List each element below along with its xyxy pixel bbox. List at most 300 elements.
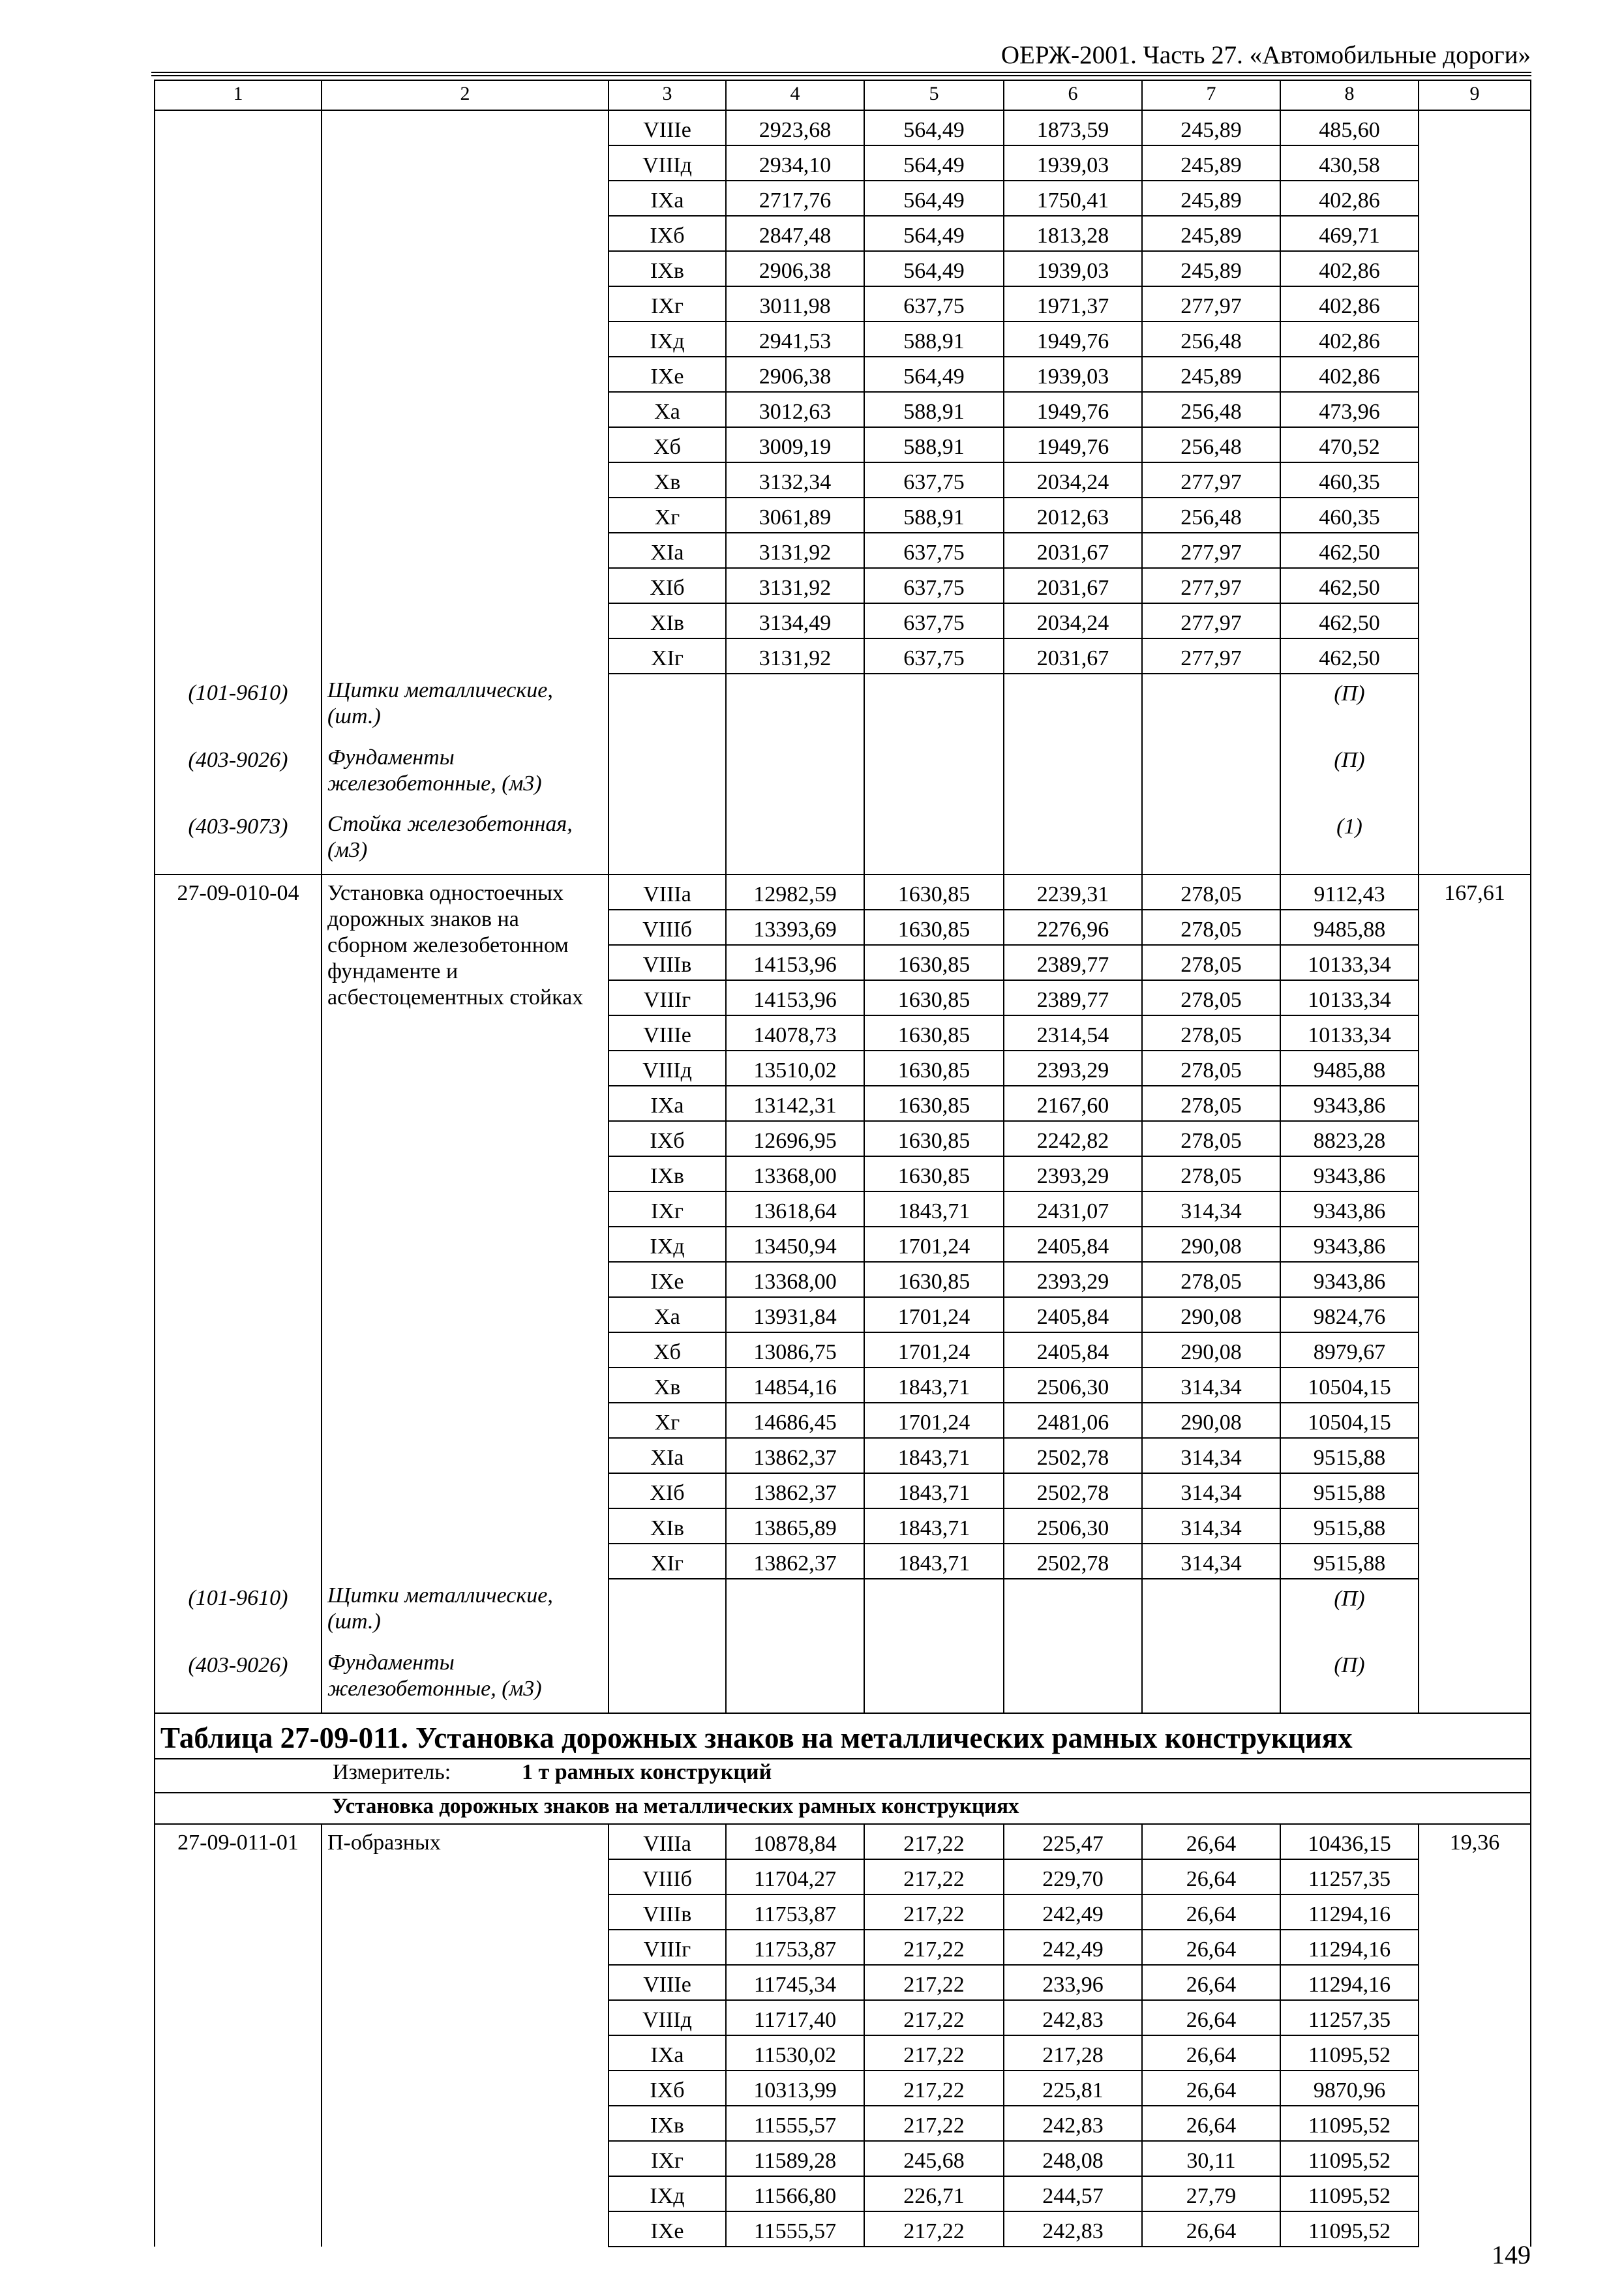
zone-cell [609, 1121, 726, 1156]
value-cell-text: 1939,03 [1036, 365, 1109, 389]
zone-cell-text: VIIIв [642, 953, 692, 977]
zone-cell [609, 322, 726, 357]
value-cell [726, 427, 864, 462]
value-cell-text: 277,97 [1180, 646, 1242, 670]
value-cell [1142, 181, 1280, 216]
value-cell-text: 278,05 [1180, 1094, 1242, 1118]
value-cell [1280, 1015, 1419, 1051]
value-cell-text: 8823,28 [1313, 1129, 1386, 1153]
value-cell-text: 13618,64 [753, 1199, 837, 1223]
value-cell [726, 568, 864, 603]
resource-row [155, 741, 1531, 807]
value-cell-text: 11566,80 [753, 2184, 837, 2208]
resource-code: (403-9026) [155, 1646, 322, 1713]
value-cell [1280, 462, 1419, 498]
zone-cell-text: VIIIд [642, 1058, 692, 1083]
value-cell-text: 1630,85 [897, 1023, 970, 1047]
value-cell [864, 2000, 1004, 2035]
value-cell [726, 1297, 864, 1332]
value-cell [1004, 533, 1142, 568]
value-cell-text: 277,97 [1180, 294, 1242, 318]
value-cell-text: 13865,89 [753, 1516, 837, 1540]
value-cell [1142, 286, 1280, 322]
zone-cell [609, 1965, 726, 2000]
value-cell [726, 1859, 864, 1894]
value-cell-text: 226,71 [903, 2184, 965, 2208]
value-cell [1280, 638, 1419, 674]
value-cell-text: 217,22 [903, 2078, 965, 2102]
rate-description [322, 110, 609, 674]
value-cell [726, 462, 864, 498]
value-cell-text: 2167,60 [1036, 1094, 1109, 1118]
value-cell-text: 14686,45 [753, 1411, 837, 1435]
value-cell [1004, 1297, 1142, 1332]
value-cell-text: 217,22 [903, 1973, 965, 1997]
value-cell [1280, 1544, 1419, 1579]
value-cell-text: 1949,76 [1036, 400, 1109, 424]
zone-cell-text: IXг [651, 1199, 684, 1223]
value-cell [1004, 1403, 1142, 1438]
value-cell-text: 256,48 [1180, 435, 1242, 459]
value-cell [864, 1438, 1004, 1473]
value-cell-text: 11589,28 [753, 2149, 837, 2173]
value-cell [864, 427, 1004, 462]
value-cell [1004, 1121, 1142, 1156]
zone-cell-text: VIIIд [642, 2008, 692, 2032]
empty-cell [609, 741, 726, 807]
value-cell-text: 2034,24 [1036, 470, 1109, 494]
zone-cell [609, 1824, 726, 1859]
value-cell-text: 1843,71 [897, 1199, 970, 1223]
value-cell [864, 1368, 1004, 1403]
zone-cell [609, 1191, 726, 1227]
value-cell-text: 314,34 [1180, 1375, 1242, 1399]
zone-cell-text: VIIIд [642, 153, 692, 177]
rate-code: 27-09-011-01 [155, 1824, 322, 2247]
value-cell [1280, 216, 1419, 251]
value-cell [1004, 462, 1142, 498]
zone-cell-text: VIIIг [643, 988, 691, 1012]
value-cell-text: 245,89 [1180, 188, 1242, 213]
value-cell [864, 2211, 1004, 2247]
value-cell-text: 10436,15 [1308, 1832, 1391, 1856]
zone-cell-text: XIг [651, 646, 684, 670]
value-cell-text: 637,75 [903, 611, 965, 635]
value-cell-text: 14153,96 [753, 953, 837, 977]
zone-cell [609, 910, 726, 945]
value-cell-text: 278,05 [1180, 1164, 1242, 1188]
value-cell-text: 11294,16 [1308, 1902, 1391, 1926]
value-cell-text: 2314,54 [1036, 1023, 1109, 1047]
value-cell [864, 2106, 1004, 2141]
value-cell-text: 290,08 [1180, 1340, 1242, 1364]
zone-cell [609, 1368, 726, 1403]
value-cell [864, 1508, 1004, 1544]
value-cell-text: 242,83 [1042, 2219, 1104, 2243]
value-cell-text: 2481,06 [1036, 1411, 1109, 1435]
value-cell [1280, 1051, 1419, 1086]
value-cell [726, 1473, 864, 1508]
zone-cell [609, 603, 726, 638]
value-cell [864, 1544, 1004, 1579]
value-cell-text: 564,49 [903, 188, 965, 213]
value-cell-text: 229,70 [1042, 1867, 1104, 1891]
value-cell [726, 2176, 864, 2211]
zone-cell [609, 1930, 726, 1965]
column-number: 2 [322, 80, 609, 110]
value-cell [1004, 1015, 1142, 1051]
value-cell-text: 2239,31 [1036, 882, 1109, 906]
empty-cell [726, 1579, 864, 1646]
value-cell [1280, 2035, 1419, 2071]
value-cell [1142, 638, 1280, 674]
value-cell [1280, 1824, 1419, 1859]
value-cell [1142, 392, 1280, 427]
zone-cell [609, 1544, 726, 1579]
value-cell-text: 11257,35 [1308, 2008, 1391, 2032]
value-cell [864, 1086, 1004, 1121]
value-cell [1280, 1086, 1419, 1121]
value-cell-text: 1971,37 [1036, 294, 1109, 318]
value-cell [726, 2071, 864, 2106]
value-cell [864, 638, 1004, 674]
value-cell [1142, 2211, 1280, 2247]
value-cell-text: 217,22 [903, 1867, 965, 1891]
zone-cell-text: XIа [650, 541, 684, 565]
value-cell-text: 564,49 [903, 365, 965, 389]
value-cell-text: 3011,98 [759, 294, 831, 318]
value-cell [1142, 145, 1280, 181]
value-cell-text: 2389,77 [1036, 988, 1109, 1012]
value-cell [864, 945, 1004, 980]
value-cell [1142, 980, 1280, 1015]
empty-cell [1142, 741, 1280, 807]
value-cell [726, 1368, 864, 1403]
value-cell-text: 1701,24 [897, 1234, 970, 1259]
value-cell-text: 11095,52 [1308, 2043, 1391, 2067]
value-cell-text: 10133,34 [1308, 1023, 1391, 1047]
value-cell [864, 2141, 1004, 2176]
value-cell-text: 10504,15 [1308, 1411, 1391, 1435]
value-cell-text: 233,96 [1042, 1973, 1104, 1997]
zone-cell-text: VIIIб [642, 1867, 692, 1891]
meter-label: Измеритель: [333, 1760, 451, 1784]
value-cell-text: 11095,52 [1308, 2114, 1391, 2138]
value-cell [1280, 251, 1419, 286]
value-cell [1142, 1051, 1280, 1086]
value-cell [864, 1859, 1004, 1894]
value-cell [1004, 110, 1142, 145]
value-cell-text: 278,05 [1180, 953, 1242, 977]
value-cell-text: 637,75 [903, 470, 965, 494]
value-cell [1142, 1156, 1280, 1191]
value-cell [1142, 2106, 1280, 2141]
value-cell [726, 603, 864, 638]
value-cell [726, 1332, 864, 1368]
zone-cell-text: IXд [650, 2184, 685, 2208]
zone-cell-text: VIIIе [643, 1973, 691, 1997]
zone-cell [609, 2000, 726, 2035]
value-cell [1142, 875, 1280, 910]
value-cell [1004, 910, 1142, 945]
value-cell [1142, 1262, 1280, 1297]
value-cell-text: 9485,88 [1313, 1058, 1386, 1083]
value-cell [864, 1262, 1004, 1297]
value-cell-text: 564,49 [903, 153, 965, 177]
value-cell [1280, 1191, 1419, 1227]
value-cell-text: 217,28 [1042, 2043, 1104, 2067]
value-cell-text: 11745,34 [753, 1973, 837, 1997]
value-cell [1004, 216, 1142, 251]
value-cell-text: 1843,71 [897, 1516, 970, 1540]
value-cell-text: 1949,76 [1036, 329, 1109, 353]
value-cell [864, 1930, 1004, 1965]
value-cell [726, 145, 864, 181]
value-cell [726, 110, 864, 145]
value-cell-text: 2431,07 [1036, 1199, 1109, 1223]
value-cell-text: 1630,85 [897, 1164, 970, 1188]
value-cell [726, 357, 864, 392]
value-cell-text: 460,35 [1319, 470, 1380, 494]
value-cell-text: 26,64 [1186, 1832, 1237, 1856]
value-cell [1142, 1544, 1280, 1579]
value-cell-text: 462,50 [1319, 541, 1380, 565]
value-cell [1280, 110, 1419, 145]
value-cell-text: 13142,31 [753, 1094, 837, 1118]
value-cell-text: 314,34 [1180, 1551, 1242, 1576]
table-row [155, 1824, 1531, 1859]
empty-cell [1004, 741, 1142, 807]
empty-cell [726, 741, 864, 807]
value-cell [1280, 1473, 1419, 1508]
zone-cell [609, 638, 726, 674]
zone-cell [609, 216, 726, 251]
value-cell [864, 181, 1004, 216]
value-cell [726, 498, 864, 533]
zone-cell-text: VIIIе [643, 118, 691, 142]
resource-quantity: (П) [1280, 1579, 1419, 1646]
value-cell-text: 3131,92 [759, 541, 832, 565]
value-cell [864, 110, 1004, 145]
value-cell [1004, 322, 1142, 357]
value-cell-text: 3131,92 [759, 576, 832, 600]
resource-code: (403-9073) [155, 807, 322, 875]
zone-cell [609, 1051, 726, 1086]
value-cell-text: 2906,38 [759, 365, 832, 389]
value-cell [1004, 1368, 1142, 1403]
zone-cell-text: IXд [650, 329, 685, 353]
value-cell [864, 980, 1004, 1015]
value-cell-text: 26,64 [1186, 2219, 1237, 2243]
resource-row [155, 1579, 1531, 1646]
value-cell-text: 11555,57 [753, 2114, 837, 2138]
value-cell [1004, 145, 1142, 181]
value-cell-text: 485,60 [1319, 118, 1380, 142]
value-cell-text: 256,48 [1180, 400, 1242, 424]
value-cell [864, 1894, 1004, 1930]
value-cell-text: 2393,29 [1036, 1164, 1109, 1188]
value-cell-text: 1630,85 [897, 1129, 970, 1153]
value-cell [1004, 1965, 1142, 2000]
value-cell [1004, 2035, 1142, 2071]
zone-cell [609, 357, 726, 392]
value-cell-text: 26,64 [1186, 2008, 1237, 2032]
zone-cell [609, 1473, 726, 1508]
value-cell-text: 9870,96 [1313, 2078, 1386, 2102]
value-cell-text: 1939,03 [1036, 259, 1109, 283]
value-cell-text: 1701,24 [897, 1305, 970, 1329]
value-cell [1280, 980, 1419, 1015]
subheading-row [155, 1793, 1531, 1824]
value-cell-text: 588,91 [903, 400, 965, 424]
value-cell [1280, 1227, 1419, 1262]
value-cell [726, 1086, 864, 1121]
value-cell [1142, 1965, 1280, 2000]
value-cell-text: 27,79 [1186, 2184, 1237, 2208]
value-cell [1142, 462, 1280, 498]
value-cell-text: 2242,82 [1036, 1129, 1109, 1153]
value-cell-text: 217,22 [903, 2114, 965, 2138]
value-cell [864, 251, 1004, 286]
value-cell [1004, 1438, 1142, 1473]
value-cell [1280, 1859, 1419, 1894]
zone-cell [609, 462, 726, 498]
value-cell-text: 1701,24 [897, 1340, 970, 1364]
value-cell-text: 588,91 [903, 329, 965, 353]
value-cell-text: 469,71 [1319, 224, 1380, 248]
empty-cell [609, 1579, 726, 1646]
value-cell-text: 9515,88 [1313, 1516, 1386, 1540]
value-cell-text: 314,34 [1180, 1199, 1242, 1223]
table-title-row [155, 1713, 1531, 1759]
value-cell [1004, 427, 1142, 462]
value-cell-text: 2941,53 [759, 329, 832, 353]
empty-cell [864, 807, 1004, 875]
value-cell-text: 1630,85 [897, 1058, 970, 1083]
value-cell-text: 217,22 [903, 2008, 965, 2032]
zone-cell-text: XIб [650, 576, 685, 600]
value-cell-text: 2393,29 [1036, 1270, 1109, 1294]
zone-cell [609, 251, 726, 286]
zone-cell [609, 2176, 726, 2211]
value-cell [1004, 1930, 1142, 1965]
value-cell-text: 245,89 [1180, 365, 1242, 389]
value-cell [726, 2141, 864, 2176]
zone-cell [609, 875, 726, 910]
column-number: 6 [1004, 80, 1142, 110]
value-cell [864, 1121, 1004, 1156]
value-cell-text: 245,89 [1180, 153, 1242, 177]
value-cell-text: 2923,68 [759, 118, 832, 142]
value-cell-text: 314,34 [1180, 1516, 1242, 1540]
empty-cell [609, 1646, 726, 1713]
zone-cell [609, 286, 726, 322]
value-cell [1280, 1508, 1419, 1544]
value-cell [864, 322, 1004, 357]
value-cell-text: 3012,63 [759, 400, 832, 424]
value-cell-text: 245,89 [1180, 118, 1242, 142]
resource-code: (101-9610) [155, 674, 322, 741]
value-cell-text: 277,97 [1180, 541, 1242, 565]
value-cell [864, 462, 1004, 498]
value-cell-text: 13086,75 [753, 1340, 837, 1364]
value-cell [726, 2035, 864, 2071]
value-cell [1142, 251, 1280, 286]
value-cell [864, 568, 1004, 603]
value-cell [864, 2176, 1004, 2211]
value-cell-text: 2393,29 [1036, 1058, 1109, 1083]
value-cell-text: 11095,52 [1308, 2149, 1391, 2173]
column-number: 7 [1142, 80, 1280, 110]
zone-cell [609, 1015, 726, 1051]
table-row [155, 875, 1531, 910]
value-cell-text: 9343,86 [1313, 1164, 1386, 1188]
zone-cell-text: Xг [654, 505, 680, 530]
value-cell [1280, 2141, 1419, 2176]
value-cell-text: 13393,69 [753, 918, 837, 942]
empty-cell [1004, 674, 1142, 741]
zone-cell [609, 1894, 726, 1930]
zone-cell [609, 1403, 726, 1438]
value-cell [1280, 1965, 1419, 2000]
value-cell-text: 1630,85 [897, 918, 970, 942]
value-cell [1142, 1332, 1280, 1368]
value-cell-text: 2934,10 [759, 153, 832, 177]
value-cell-text: 2031,67 [1036, 541, 1109, 565]
value-cell-text: 14854,16 [753, 1375, 837, 1399]
empty-cell [1142, 1646, 1280, 1713]
value-cell-text: 1630,85 [897, 1094, 970, 1118]
value-cell-text: 9515,88 [1313, 1551, 1386, 1576]
value-cell [726, 2000, 864, 2035]
value-cell [864, 1965, 1004, 2000]
zone-cell-text: XIг [651, 1551, 684, 1576]
value-cell [1004, 181, 1142, 216]
empty-cell [726, 674, 864, 741]
value-cell-text: 242,83 [1042, 2008, 1104, 2032]
zone-cell [609, 980, 726, 1015]
value-cell [1280, 498, 1419, 533]
rates-table-body [155, 80, 1531, 2247]
resource-quantity: (П) [1280, 674, 1419, 741]
value-cell [1004, 392, 1142, 427]
value-cell [1142, 1438, 1280, 1473]
empty-cell [726, 1646, 864, 1713]
rate-description: П-образных [322, 1824, 609, 2247]
value-cell [864, 1015, 1004, 1051]
value-cell [1142, 1508, 1280, 1544]
value-cell [1280, 603, 1419, 638]
value-cell-text: 3132,34 [759, 470, 832, 494]
value-cell-text: 245,89 [1180, 259, 1242, 283]
value-cell [1142, 1368, 1280, 1403]
rate-code [155, 110, 322, 674]
value-cell-text: 2389,77 [1036, 953, 1109, 977]
value-cell [864, 1156, 1004, 1191]
zone-cell-text: IXб [650, 224, 685, 248]
value-cell [864, 286, 1004, 322]
value-cell-text: 1939,03 [1036, 153, 1109, 177]
value-cell-text: 30,11 [1186, 2149, 1236, 2173]
value-cell [1142, 603, 1280, 638]
value-cell [1142, 498, 1280, 533]
value-cell [1280, 1368, 1419, 1403]
zone-cell-text: XIв [650, 1516, 684, 1540]
value-cell-text: 248,08 [1042, 2149, 1104, 2173]
meter-cell [155, 1759, 1531, 1793]
value-cell-text: 2502,78 [1036, 1551, 1109, 1576]
zone-cell [609, 1508, 726, 1544]
